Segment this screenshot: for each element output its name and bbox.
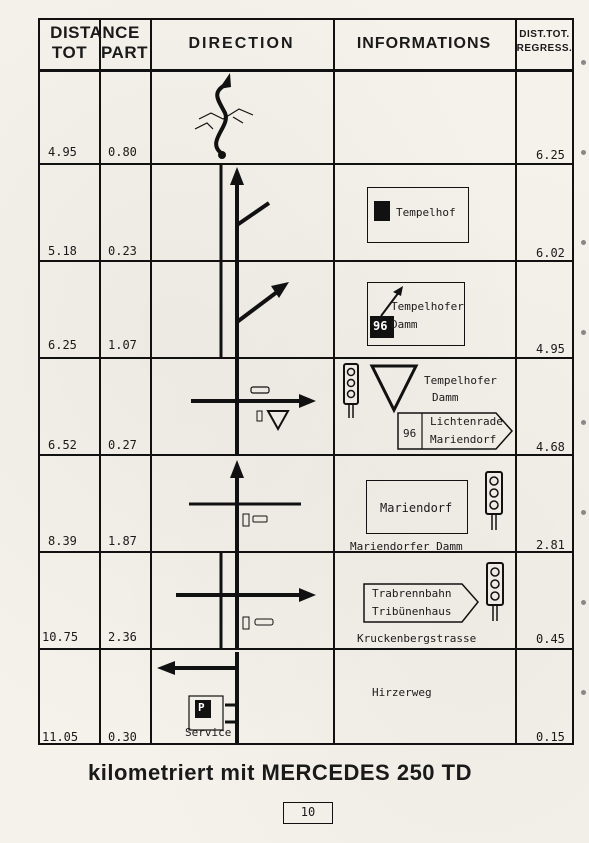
row-regress: 6.25 xyxy=(536,148,565,162)
route-number: 96 xyxy=(373,319,388,333)
direction-diagram-winding xyxy=(151,71,333,163)
route-number: 96 xyxy=(403,427,417,440)
info-sign-text: Tempelhof xyxy=(396,206,456,219)
col-divider xyxy=(515,20,517,743)
row-tot: 10.75 xyxy=(42,630,79,644)
binding-hole xyxy=(581,510,586,515)
row-tot: 6.25 xyxy=(48,338,77,352)
header-dist-tot: DIST.TOT. xyxy=(519,29,570,40)
binding-hole xyxy=(581,150,586,155)
row-tot: 8.39 xyxy=(48,534,77,548)
header-tot: TOT xyxy=(51,43,88,62)
info-line1: Tempelhofer xyxy=(391,300,464,313)
info-sign-text: Mariendorf xyxy=(380,501,453,515)
row-regress: 6.02 xyxy=(536,246,565,260)
row-part: 0.80 xyxy=(108,145,137,159)
row-part: 0.30 xyxy=(108,730,137,744)
direction-diagram-turn-left xyxy=(151,650,333,745)
footer-title: kilometriert mit MERCEDES 250 TD xyxy=(88,760,472,785)
direction-diagram-straight xyxy=(151,456,333,551)
row-tot: 4.95 xyxy=(48,145,77,159)
destination-1: Lichtenrade xyxy=(430,415,503,428)
row-part: 0.27 xyxy=(108,438,137,452)
row-part: 2.36 xyxy=(108,630,137,644)
row-part: 1.87 xyxy=(108,534,137,548)
page-number: 10 xyxy=(283,802,333,824)
row-regress: 2.81 xyxy=(536,538,565,552)
header-direction: DIRECTION xyxy=(188,35,295,52)
binding-hole xyxy=(581,600,586,605)
info-caption: Kruckenbergstrasse xyxy=(357,632,477,645)
direction-diagram-turn-right-2 xyxy=(151,553,333,648)
info-line1: Trabrennbahn xyxy=(372,587,452,600)
row-tot: 11.05 xyxy=(42,730,79,744)
binding-hole xyxy=(581,240,586,245)
binding-hole xyxy=(581,420,586,425)
row-tot: 5.18 xyxy=(48,244,77,258)
col-divider xyxy=(333,20,335,743)
row-part: 0.23 xyxy=(108,244,137,258)
header-part: PART xyxy=(100,43,148,62)
direction-diagram-fork-right xyxy=(151,165,333,260)
info-line2: Damm xyxy=(432,391,459,404)
info-line2: Damm xyxy=(391,318,418,331)
roadbook-table xyxy=(38,18,574,745)
row-tot: 6.52 xyxy=(48,438,77,452)
traffic-light-icon xyxy=(483,561,507,623)
binding-hole xyxy=(581,60,586,65)
direction-diagram-turn-right xyxy=(151,359,333,454)
row-regress: 0.45 xyxy=(536,632,565,646)
header-distance: DISTANCE xyxy=(50,23,140,42)
parking-sign-label: P xyxy=(198,701,205,714)
service-label: Service xyxy=(185,726,232,739)
info-line1: Tempelhofer xyxy=(424,374,497,387)
binding-hole xyxy=(581,690,586,695)
col-divider xyxy=(99,20,101,743)
info-street: Hirzerweg xyxy=(372,686,432,699)
row-regress: 0.15 xyxy=(536,730,565,744)
info-line2: Tribünenhaus xyxy=(372,605,452,618)
row-regress: 4.95 xyxy=(536,342,565,356)
header-informations: INFORMATIONS xyxy=(356,35,492,52)
traffic-light-icon xyxy=(482,470,506,532)
motorway-icon xyxy=(374,201,390,221)
header-regress: REGRESS. xyxy=(516,43,573,54)
row-part: 1.07 xyxy=(108,338,137,352)
binding-hole xyxy=(581,330,586,335)
info-caption: Mariendorfer Damm xyxy=(350,540,463,553)
destination-2: Mariendorf xyxy=(430,433,497,446)
direction-diagram-bear-right xyxy=(151,262,333,357)
row-regress: 4.68 xyxy=(536,440,565,454)
